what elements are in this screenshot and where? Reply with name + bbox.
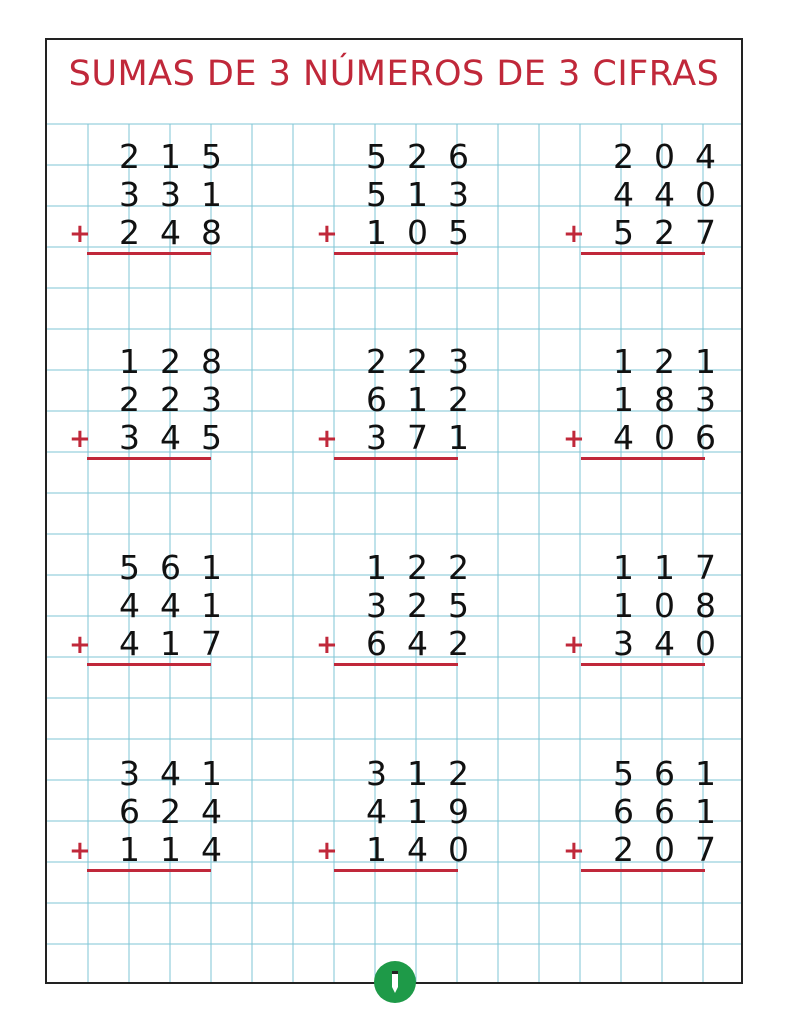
- digit: 1: [448, 418, 469, 457]
- digit: 1: [695, 754, 716, 793]
- digit: 3: [448, 342, 469, 381]
- digit: 9: [448, 792, 469, 831]
- digit: 3: [160, 175, 181, 214]
- digit: 1: [366, 830, 387, 869]
- digit: 0: [695, 624, 716, 663]
- sum-line: [581, 457, 705, 460]
- digit: 1: [407, 792, 428, 831]
- digit: 5: [613, 754, 634, 793]
- digit: 6: [695, 418, 716, 457]
- sum-line: [87, 252, 211, 255]
- plus-sign: +: [316, 630, 338, 660]
- digit: 8: [201, 213, 222, 252]
- sum-line: [87, 663, 211, 666]
- digit: 0: [407, 213, 428, 252]
- sum-line: [581, 663, 705, 666]
- digit: 7: [695, 213, 716, 252]
- digit: 5: [613, 213, 634, 252]
- digit: 6: [654, 792, 675, 831]
- digit: 4: [366, 792, 387, 831]
- digit: 2: [407, 586, 428, 625]
- digit: 4: [613, 418, 634, 457]
- digit: 6: [366, 380, 387, 419]
- problems-area: [47, 40, 741, 982]
- digit: 8: [654, 380, 675, 419]
- digit: 2: [407, 342, 428, 381]
- digit: 1: [407, 380, 428, 419]
- digit: 1: [695, 792, 716, 831]
- sum-line: [581, 252, 705, 255]
- digit: 2: [448, 548, 469, 587]
- digit: 2: [119, 213, 140, 252]
- sum-line: [581, 869, 705, 872]
- digit: 8: [201, 342, 222, 381]
- digit: 7: [201, 624, 222, 663]
- plus-sign: +: [69, 836, 91, 866]
- page-title: SUMAS DE 3 NÚMEROS DE 3 CIFRAS: [68, 54, 720, 94]
- digit: 1: [366, 213, 387, 252]
- plus-sign: +: [563, 424, 585, 454]
- digit: 4: [160, 418, 181, 457]
- plus-sign: +: [69, 424, 91, 454]
- digit: 2: [160, 342, 181, 381]
- digit: 2: [448, 754, 469, 793]
- digit: 1: [201, 175, 222, 214]
- digit: 6: [448, 137, 469, 176]
- digit: 6: [366, 624, 387, 663]
- logo: [374, 961, 416, 1003]
- digit: 3: [448, 175, 469, 214]
- digit: 3: [366, 586, 387, 625]
- plus-sign: +: [563, 836, 585, 866]
- digit: 1: [695, 342, 716, 381]
- digit: 1: [160, 830, 181, 869]
- digit: 5: [119, 548, 140, 587]
- digit: 1: [201, 548, 222, 587]
- digit: 4: [654, 624, 675, 663]
- digit: 1: [613, 586, 634, 625]
- digit: 3: [119, 175, 140, 214]
- digit: 5: [201, 137, 222, 176]
- digit: 2: [407, 137, 428, 176]
- digit: 1: [119, 342, 140, 381]
- digit: 4: [407, 830, 428, 869]
- digit: 7: [407, 418, 428, 457]
- digit: 3: [695, 380, 716, 419]
- digit: 1: [119, 830, 140, 869]
- digit: 1: [366, 548, 387, 587]
- digit: 5: [366, 137, 387, 176]
- digit: 4: [201, 792, 222, 831]
- digit: 3: [366, 754, 387, 793]
- digit: 2: [448, 624, 469, 663]
- digit: 1: [613, 380, 634, 419]
- digit: 3: [366, 418, 387, 457]
- digit: 4: [160, 754, 181, 793]
- digit: 6: [160, 548, 181, 587]
- plus-sign: +: [563, 219, 585, 249]
- digit: 2: [366, 342, 387, 381]
- digit: 2: [613, 137, 634, 176]
- digit: 2: [119, 137, 140, 176]
- sum-line: [334, 663, 458, 666]
- digit: 4: [201, 830, 222, 869]
- digit: 1: [407, 754, 428, 793]
- sum-line: [334, 457, 458, 460]
- digit: 2: [613, 830, 634, 869]
- digit: 6: [119, 792, 140, 831]
- sum-line: [334, 252, 458, 255]
- digit: 5: [448, 213, 469, 252]
- digit: 3: [119, 754, 140, 793]
- pencil-icon: [384, 969, 406, 995]
- digit: 4: [160, 213, 181, 252]
- digit: 0: [654, 586, 675, 625]
- digit: 7: [695, 830, 716, 869]
- digit: 7: [695, 548, 716, 587]
- digit: 3: [201, 380, 222, 419]
- plus-sign: +: [69, 630, 91, 660]
- digit: 6: [613, 792, 634, 831]
- plus-sign: +: [563, 630, 585, 660]
- digit: 1: [160, 624, 181, 663]
- digit: 2: [654, 342, 675, 381]
- digit: 5: [201, 418, 222, 457]
- digit: 1: [160, 137, 181, 176]
- digit: 2: [119, 380, 140, 419]
- digit: 1: [201, 586, 222, 625]
- digit: 2: [407, 548, 428, 587]
- digit: 4: [119, 624, 140, 663]
- plus-sign: +: [316, 219, 338, 249]
- digit: 5: [448, 586, 469, 625]
- digit: 4: [407, 624, 428, 663]
- plus-sign: +: [69, 219, 91, 249]
- plus-sign: +: [316, 836, 338, 866]
- digit: 4: [613, 175, 634, 214]
- digit: 4: [695, 137, 716, 176]
- digit: 0: [695, 175, 716, 214]
- digit: 0: [654, 418, 675, 457]
- digit: 1: [613, 548, 634, 587]
- digit: 1: [407, 175, 428, 214]
- digit: 1: [654, 548, 675, 587]
- digit: 0: [654, 830, 675, 869]
- digit: 4: [119, 586, 140, 625]
- digit: 2: [160, 792, 181, 831]
- digit: 6: [654, 754, 675, 793]
- digit: 5: [366, 175, 387, 214]
- digit: 2: [654, 213, 675, 252]
- worksheet: [45, 38, 743, 984]
- digit: 0: [448, 830, 469, 869]
- digit: 8: [695, 586, 716, 625]
- sum-line: [87, 457, 211, 460]
- digit: 2: [160, 380, 181, 419]
- digit: 1: [201, 754, 222, 793]
- digit: 2: [448, 380, 469, 419]
- digit: 0: [654, 137, 675, 176]
- digit: 4: [160, 586, 181, 625]
- digit: 1: [613, 342, 634, 381]
- digit: 4: [654, 175, 675, 214]
- plus-sign: +: [316, 424, 338, 454]
- sum-line: [334, 869, 458, 872]
- sum-line: [87, 869, 211, 872]
- digit: 3: [119, 418, 140, 457]
- digit: 3: [613, 624, 634, 663]
